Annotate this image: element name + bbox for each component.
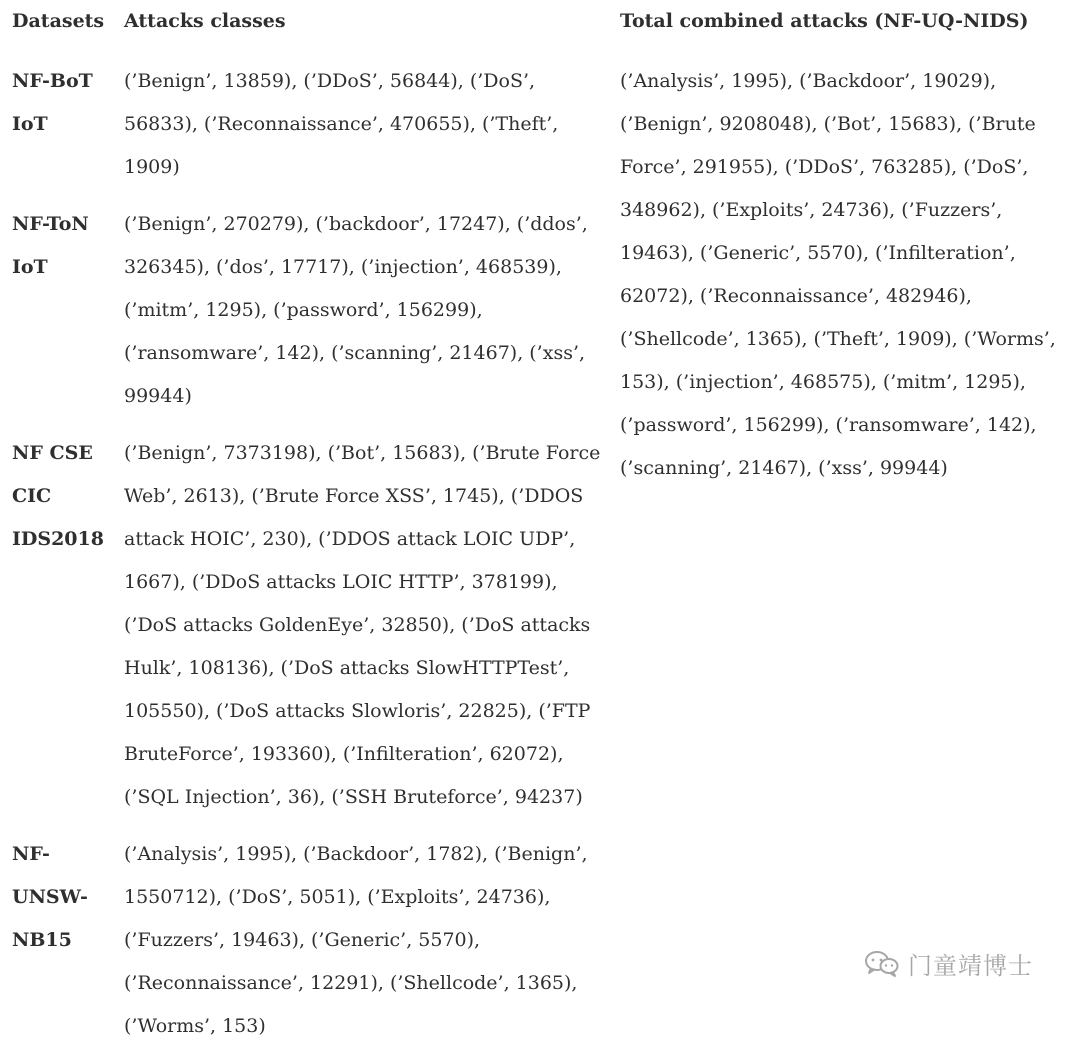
wechat-icon bbox=[862, 948, 902, 978]
dataset-name: NF-BoT IoT bbox=[12, 70, 93, 135]
watermark bbox=[862, 946, 1033, 980]
watermark-text: 门童靖博士 bbox=[908, 951, 1033, 980]
header-attack-classes: Attacks classes bbox=[124, 10, 286, 32]
combined-attacks-cell: (’Analysis’, 1995), (’Backdoor’, 19029), (’Benign’, 9208048), (’Bot’, 15683), (’Brute Force’, 291955), (’DDoS’, 763285), (’DoS’, 348962), (’Exploits’, 24736), (’Fuzzers’, 19463), (’Generic’, 5570), (’Infilteration’, 62072), (’Reconnaissance’, 482946), (’Shellcode’, 1365), (’Theft’, 1909), (’Worms’, 153), (’injection’, 468575), (’mitm’, 1295), (’password’, 156299), (’ransomware’, 142), (’scanning’, 21467), (’xss’, 99944) bbox=[620, 70, 1056, 479]
attack-classes-cell: (’Analysis’, 1995), (’Backdoor’, 1782), (’Benign’, 1550712), (’DoS’, 5051), (’Exploits’, 24736), (’Fuzzers’, 19463), (’Generic’, 5570), (’Reconnaissance’, 12291), (’Shellcode’, 1365), (’Worms’, 153) bbox=[124, 843, 588, 1037]
dataset-name: NF CSE CIC IDS2018 bbox=[12, 442, 104, 550]
attack-classes-cell: (’Benign’, 7373198), (’Bot’, 15683), (’Brute Force Web’, 2613), (’Brute Force XSS’, 1745), (’DDOS attack HOIC’, 230), (’DDOS attack LOIC UDP’, 1667), (’DDoS attacks LOIC HTTP’, 378199), (’DoS attacks GoldenEye’, 32850), (’DoS attacks Hulk’, 108136), (’DoS attacks SlowHTTPTest’, 105550), (’DoS attacks Slowloris’, 22825), (’FTP BruteForce’, 193360), (’Infilteration’, 62072), (’SQL Injection’, 36), (’SSH Bruteforce’, 94237) bbox=[124, 442, 601, 808]
header-datasets: Datasets bbox=[12, 10, 105, 32]
attack-classes-cell: (’Benign’, 13859), (’DDoS’, 56844), (’DoS’, 56833), (’Reconnaissance’, 470655), (’Theft’, 1909) bbox=[124, 70, 559, 178]
header-combined-attacks: Total combined attacks (NF-UQ-NIDS) bbox=[620, 10, 1029, 32]
dataset-name: NF- UNSW- NB15 bbox=[12, 843, 88, 951]
table-row bbox=[0, 432, 1080, 819]
attack-classes-cell: (’Benign’, 270279), (’backdoor’, 17247), (’ddos’, 326345), (’dos’, 17717), (’injection’, 468539), (’mitm’, 1295), (’password’, 156299), (’ransomware’, 142), (’scanning’, 21467), (’xss’, 99944) bbox=[124, 213, 588, 407]
dataset-name: NF-ToN IoT bbox=[12, 213, 89, 278]
table-row bbox=[0, 833, 1080, 1048]
table-header bbox=[0, 8, 1080, 34]
